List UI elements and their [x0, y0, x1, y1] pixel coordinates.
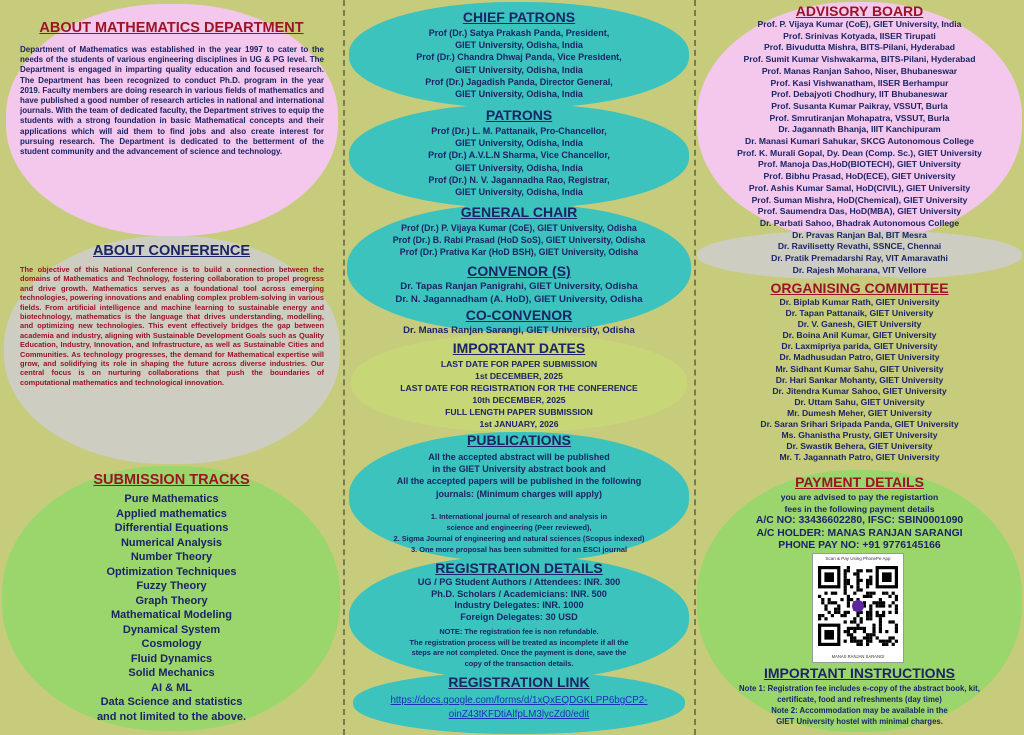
advisory-member: Prof. Manas Ranjan Sahoo, Niser, Bhubaneswar — [761, 65, 958, 76]
date-value: 1st DECEMBER, 2025 — [475, 371, 563, 381]
advisory-member: Prof. Ashis Kumar Samal, HoD(CIVIL), GIET University — [748, 182, 971, 193]
chief-patron-line: GIET University, Odisha, India — [455, 64, 583, 75]
track-item: Graph Theory — [135, 594, 208, 607]
registration-link-line[interactable]: https://docs.google.com/forms/d/1xQxEQDGKLPP6bgCP2- — [390, 695, 648, 706]
organising-title: ORGANISING COMMITTEE — [770, 280, 949, 296]
instruction-line: GIET University hostel with minimal charges. — [776, 717, 943, 726]
journal-line: science and engineering (Peer reviewed), — [446, 523, 592, 532]
registration-link-line[interactable]: oinZ43tKFDtiAlfpLM3lycZd0/edit — [448, 709, 590, 720]
date-label: LAST DATE FOR PAPER SUBMISSION — [440, 359, 598, 369]
account-holder: A/C HOLDER: MANAS RANJAN SARANGI — [756, 527, 963, 539]
track-item: Fuzzy Theory — [136, 580, 207, 592]
chief-patrons-title: CHIEF PATRONS — [462, 9, 576, 25]
qr-name: MANAS RANJAN SARANGI — [831, 654, 885, 659]
organising-member: Dr. Uttam Sahu, GIET University — [794, 396, 925, 407]
advisory-member: Prof. Sumit Kumar Vishwakarma, BITS-Pilani, Hyderabad — [743, 54, 976, 65]
instruction-line: Note 2: Accommodation may be available in the — [771, 706, 948, 715]
advisory-member: Dr. Ravilisetty Revathi, SSNCE, Chennai — [777, 241, 942, 252]
general-chair-title: GENERAL CHAIR — [460, 204, 578, 220]
registration-link[interactable] — [345, 694, 693, 722]
organising-member: Dr. Laxmipriya parida, GIET University — [781, 341, 938, 352]
chief-patron-line: GIET University, Odisha, India — [455, 40, 583, 51]
advisory-member: Prof. Srinivas Kotyada, IISER Tirupati — [783, 30, 936, 41]
publication-line: journals: (Minimum charges will apply) — [435, 488, 603, 499]
advisory-member: Prof. Bibhu Prasad, HoD(ECE), GIET University — [763, 171, 956, 182]
registration-note: steps are not completed. Once the payment is done, save the — [411, 648, 627, 657]
phone-pay-number: PHONE PAY NO: +91 9776145166 — [778, 540, 941, 551]
track-item: Cosmology — [141, 638, 202, 650]
advisory-member: Prof. Debajyoti Chodhury, IIT Bhubaneswar — [771, 89, 948, 100]
qr-card — [812, 553, 904, 663]
qr-caption: Scan & Pay Using PhonePe App — [825, 556, 891, 561]
patron-line: GIET University, Odisha, India — [455, 138, 583, 149]
fee-line: Foreign Delegates: 30 USD — [460, 611, 578, 622]
advisory-member: Prof. Bivudutta Mishra, BITS-Pilani, Hyderabad — [763, 42, 955, 53]
advisory-member: Dr. Parbati Sahoo, Bhadrak Autonomous College — [759, 217, 960, 228]
advisory-member: Prof. P. Vijaya Kumar (CoE), GIET University, India — [757, 19, 962, 29]
advisory-member: Prof. Saumendra Das, HoD(MBA), GIET University — [757, 206, 962, 217]
registration-link-title: REGISTRATION LINK — [448, 674, 590, 690]
chief-patron-line: Prof (Dr.) Chandra Dhwaj Panda, Vice President, — [416, 52, 622, 63]
track-item: Fluid Dynamics — [130, 652, 213, 665]
organising-member: Dr. Jitendra Kumar Sahoo, GIET University — [772, 385, 947, 396]
patron-line: Prof (Dr.) A.V.L.N Sharma, Vice Chancellor, — [428, 150, 610, 161]
track-item: Mathematical Modeling — [110, 609, 233, 621]
submission-tracks-title: SUBMISSION TRACKS — [93, 472, 250, 488]
payment-line: you are advised to pay the registartion — [780, 492, 939, 502]
co-convenor-line: Dr. Manas Ranjan Sarangi, GIET University, Odisha — [403, 325, 635, 336]
middle-column — [345, 0, 693, 735]
patron-line: GIET University, Odisha, India — [455, 187, 583, 198]
date-value: 10th DECEMBER, 2025 — [472, 395, 566, 405]
track-item: Pure Mathematics — [124, 493, 219, 505]
fee-line: UG / PG Student Authors / Attendees: INR. 300 — [417, 577, 621, 587]
publication-line: All the accepted papers will be published in the following — [396, 476, 642, 487]
track-item: Optimization Techniques — [106, 565, 237, 578]
organising-member: Ms. Ghanistha Prusty, GIET University — [781, 430, 938, 441]
date-label: LAST DATE FOR REGISTRATION FOR THE CONFERENCE — [400, 383, 638, 393]
registration-note: copy of the transaction details. — [464, 658, 574, 668]
general-chair-line: Prof (Dr.) B. Rabi Prasad (HoD SoS), GIET University, Odisha — [392, 235, 646, 245]
patrons-title: PATRONS — [485, 107, 553, 123]
co-convenor-title: CO-CONVENOR — [465, 307, 573, 323]
submission-tracks-list — [0, 492, 343, 724]
advisory-member: Prof. Susanta Kumar Paikray, VSSUT, Burla — [771, 100, 948, 111]
journal-line: 1. International journal of research and analysis in — [430, 512, 608, 521]
about-department-title: ABOUT MATHEMATICS DEPARTMENT — [39, 20, 304, 36]
advisory-member: Prof. Smrutiranjan Mohapatra, VSSUT, Burla — [769, 112, 950, 123]
track-item: Data Science and statistics — [100, 696, 243, 708]
journal-line: 3. One more proposal has been submitted for an ESCI journal — [410, 545, 627, 554]
about-conference-text: The objective of this National Conference is to build a connection between the domains of Mathematics and Technology, fostering collaboration to propel progress and drive growth. Mathematics serves as a foundational tool across emerging technologies, powering innovations and enabling complex problem-solving in various fields. From artificial intelligence and machine learning to sustainable energy and biotechnology, mathematics is the language that drives understanding, modelling, and optimizing new technologies. This event effectively bridges the gap between academia and industry, aligning with Sustainable Development Goals such as Quality Education, Industry, Innovation, and Infrastructure, as well as Sustainable Cities and Communities. As technology progresses, the demand for Mathematical expertise will grow, and solidifying its role in shaping the future across diverse industries. Our central focus is on nurturing collaborations that push the boundaries of computational mathematics and technological innovation. — [20, 265, 324, 387]
advisory-member: Prof. K. Murali Gopal, Dy. Dean (Comp. Sc.), GIET University — [737, 147, 982, 158]
organising-member: Dr. Hari Sankar Mohanty, GIET University — [775, 374, 944, 385]
left-column — [0, 0, 343, 735]
fee-line: Ph.D. Scholars / Academicians: INR. 500 — [431, 588, 607, 599]
account-number: A/C NO: 33436602280, IFSC: SBIN0001090 — [755, 515, 964, 526]
registration-note: The registration process will be treated as incomplete if all the — [409, 637, 629, 647]
organising-member: Mr. Dumesh Meher, GIET University — [787, 407, 932, 418]
instruction-line: certificate, food and refreshments (day time) — [777, 695, 942, 704]
advisory-member: Prof. Suman Mishra, HoD(Chemical), GIET University — [751, 194, 968, 205]
organising-member: Dr. V. Ganesh, GIET University — [797, 319, 922, 330]
right-column — [695, 0, 1024, 735]
date-value: 1st JANUARY, 2026 — [479, 419, 559, 429]
payment-line: fees in the following payment details — [784, 503, 935, 514]
track-item: Numerical Analysis — [120, 536, 223, 549]
organising-member: Dr. Swastik Behera, GIET University — [786, 441, 933, 452]
chief-patron-line: Prof (Dr.) Satya Prakash Panda, President, — [428, 28, 610, 38]
convenors-title: CONVENOR (S) — [467, 263, 571, 279]
track-item: and not limited to the above. — [96, 710, 247, 723]
patron-line: Prof (Dr.) L. M. Pattanaik, Pro-Chancellor, — [431, 126, 607, 136]
advisory-member: Dr. Pravas Ranjan Bal, BIT Mesra — [792, 229, 927, 240]
patron-line: GIET University, Odisha, India — [455, 162, 583, 173]
publication-line: All the accepted abstract will be published — [428, 452, 610, 462]
organising-member: Mr. Sidhant Kumar Sahu, GIET University — [775, 363, 944, 374]
track-item: Dynamical System — [122, 623, 221, 636]
payment-title: PAYMENT DETAILS — [795, 474, 924, 490]
instructions-title: IMPORTANT INSTRUCTIONS — [763, 665, 956, 681]
organising-member: Dr. Biplab Kumar Rath, GIET University — [779, 297, 940, 307]
organising-member: Dr. Tapan Pattanaik, GIET University — [785, 308, 934, 319]
advisory-member: Dr. Jagannath Bhanja, IIIT Kanchipuram — [778, 124, 941, 135]
track-item: AI & ML — [151, 681, 192, 694]
important-dates-title: IMPORTANT DATES — [452, 340, 586, 356]
advisory-member: Prof. Manoja Das,HoD(BIOTECH), GIET University — [758, 159, 961, 170]
organising-member: Dr. Boina Anil Kumar, GIET University — [782, 330, 937, 341]
publication-line: in the GIET University abstract book and — [432, 464, 606, 475]
track-item: Differential Equations — [114, 522, 229, 534]
advisory-member: Prof. Kasi Vishwanatham, IISER Berhampur — [770, 77, 949, 88]
track-item: Applied mathematics — [116, 507, 227, 520]
publications-title: PUBLICATIONS — [467, 432, 571, 448]
track-item: Solid Mechanics — [128, 667, 215, 679]
general-chair-line: Prof (Dr.) P. Vijaya Kumar (CoE), GIET University, Odisha — [401, 223, 637, 233]
advisory-member: Dr. Pratik Premadarshi Ray, VIT Amaravathi — [771, 253, 948, 264]
advisory-member: Dr. Manasi Kumari Sahukar, SKCG Autonomous College — [745, 136, 974, 147]
about-department-text: Department of Mathematics was established in the year 1997 to cater to the needs of the students of various engineering disciplines in UG & PG level. The Department is engaged in imparting quality education and focused research. The Department has been recognized to conduct Ph.D. program in the year 2019. Faculty members are doing research in various fields of mathematics and have published a good number of research articles in national and international journals. With the team of dedicated faculty, the Department strives to equip the students with a strong foundation in basic Mathematical concepts and their applications which will aid them to find jobs and also create interest for pursuing research. The Department is dedicated to the betterment of the student community and the advancement of science and technology. — [20, 45, 324, 157]
organising-member: Mr. T. Jagannath Patro, GIET University — [779, 452, 940, 463]
instruction-line: Note 1: Registration fee includes e-copy of the abstract book, kit, — [739, 684, 980, 693]
registration-note: NOTE: The registration fee is non refundable. — [439, 627, 599, 636]
fee-line: Industry Delegates: INR. 1000 — [454, 600, 584, 610]
about-conference-title: ABOUT CONFERENCE — [92, 243, 251, 259]
convenor-line: Dr. N. Jagannadham (A. HoD), GIET University, Odisha — [395, 294, 643, 305]
convenor-line: Dr. Tapas Ranjan Panigrahi, GIET University, Odisha — [400, 281, 638, 292]
track-item: Number Theory — [130, 551, 213, 563]
date-label: FULL LENGTH PAPER SUBMISSION — [445, 407, 593, 417]
qr-code-icon[interactable] — [818, 566, 898, 646]
chief-patron-line: Prof (Dr.) Jagadish Panda, Director General, — [425, 76, 613, 87]
general-chair-line: Prof (Dr.) Prativa Kar (HoD BSH), GIET University, Odisha — [399, 247, 639, 257]
journal-line: 2. Sigma Journal of engineering and natural sciences (Scopus indexed) — [393, 534, 645, 543]
organising-member: Dr. Madhusudan Patro, GIET University — [779, 352, 940, 363]
registration-title: REGISTRATION DETAILS — [435, 560, 603, 576]
organising-member: Dr. Saran Srihari Sripada Panda, GIET University — [760, 419, 959, 430]
patron-line: Prof (Dr.) N. V. Jagannadha Rao, Registrar, — [428, 174, 610, 185]
chief-patron-line: GIET University, Odisha, India — [455, 89, 583, 100]
advisory-title: ADVISORY BOARD — [795, 3, 924, 19]
advisory-member: Dr. Rajesh Moharana, VIT Vellore — [792, 264, 927, 275]
